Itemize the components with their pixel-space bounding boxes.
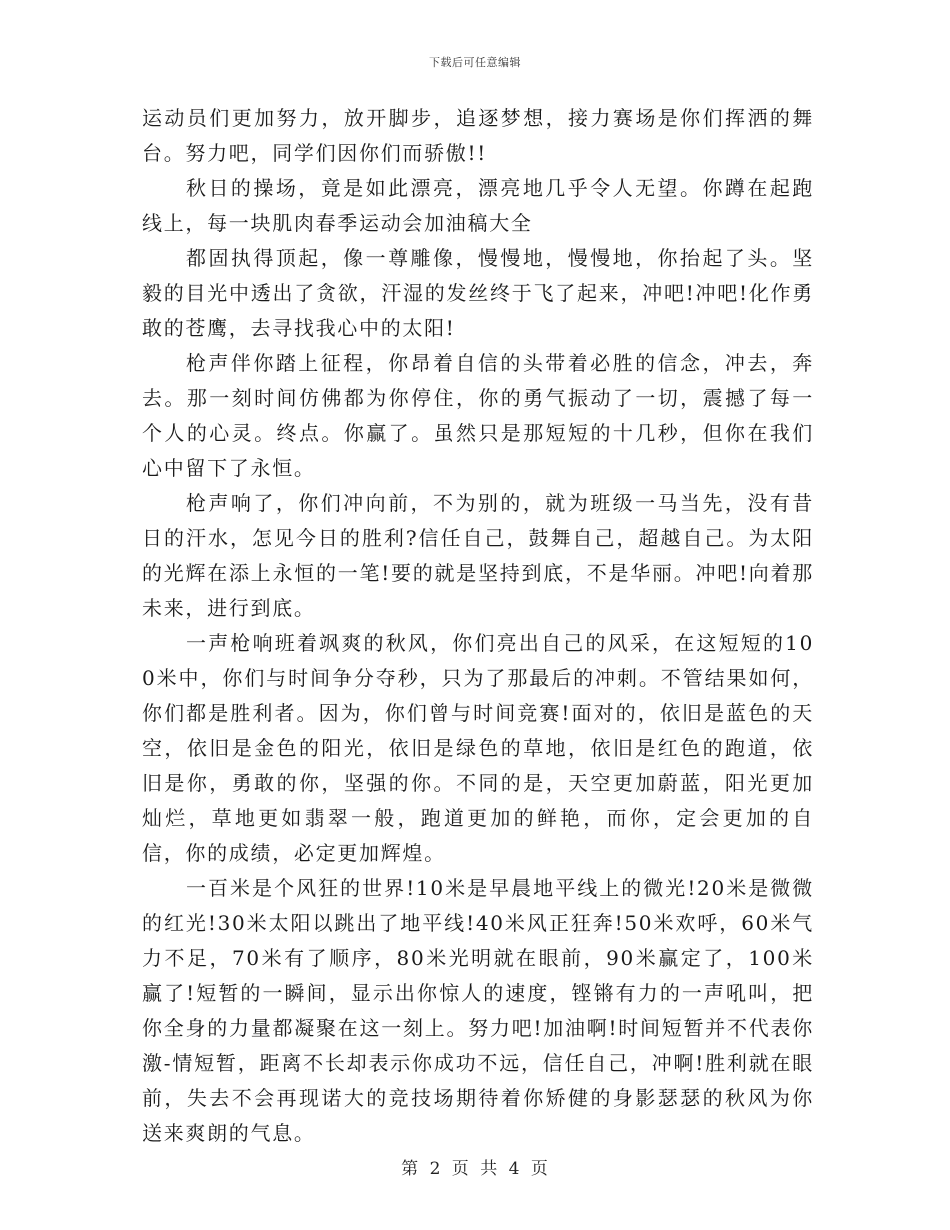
paragraph-7: 一百米是个风狂的世界!10米是早晨地平线上的微光!20米是微微的红光!30米太阳以跳出了地平线!40米风正狂奔!50米欢呼，60米气力不足，70米有了顺序，80米光明就在眼前，90米赢定了，100米赢了!短暂的一瞬间，显示出你惊人的速度，铿锵有力的一声吼叫，把你全身的力量都凝聚在这一刻上。努力吧!加油啊!时间短暂并不代表你激-情短暂，距离不长却表示你成功不远，信任自己，冲啊!胜利就在眼前，失去不会再现诺大的竞技场期待着你矫健的身影瑟瑟的秋风为你送来爽朗的气息。 <box>142 876 814 1145</box>
paragraph-2: 秋日的操场，竟是如此漂亮，漂亮地几乎令人无望。你蹲在起跑线上，每一块肌肉春季运动会加油稿大全 <box>142 176 814 235</box>
page-number-footer: 第 2 页 共 4 页 <box>401 1159 549 1179</box>
paragraph-3: 都固执得顶起，像一尊雕像，慢慢地，慢慢地，你抬起了头。坚毅的目光中透出了贪欲，汗湿的发丝终于飞了起来，冲吧!冲吧!化作勇敢的苍鹰，去寻找我心中的太阳! <box>142 246 814 340</box>
paragraph-6: 一声枪响班着飒爽的秋风，你们亮出自己的风采，在这短短的100米中，你们与时间争分夺秒，只为了那最后的冲刺。不管结果如何，你们都是胜利者。因为，你们曾与时间竞赛!面对的，依旧是蓝色的天空，依旧是金色的阳光，依旧是绿色的草地，依旧是红色的跑道，依旧是你，勇敢的你，坚强的你。不同的是，天空更加蔚蓝，阳光更加灿烂，草地更如翡翠一般，跑道更加的鲜艳，而你，定会更加的自信，你的成绩，必定更加辉煌。 <box>142 631 814 865</box>
paragraph-4: 枪声伴你踏上征程，你昂着自信的头带着必胜的信念，冲去，奔去。那一刻时间仿佛都为你停住，你的勇气振动了一切，震撼了每一个人的心灵。终点。你赢了。虽然只是那短短的十几秒，但你在我们心中留下了永恒。 <box>142 351 814 480</box>
paragraph-5: 枪声响了，你们冲向前，不为别的，就为班级一马当先，没有昔日的汗水，怎见今日的胜利?信任自己，鼓舞自己，超越自己。为太阳的光辉在添上永恒的一笔!要的就是坚持到底，不是华丽。冲吧!向着那未来，进行到底。 <box>142 491 814 620</box>
document-body <box>142 101 814 1151</box>
paragraph-1: 运动员们更加努力，放开脚步，追逐梦想，接力赛场是你们挥洒的舞台。努力吧，同学们因你们而骄傲!! <box>142 106 814 165</box>
page-header: 下载后可任意编辑 <box>429 56 521 69</box>
